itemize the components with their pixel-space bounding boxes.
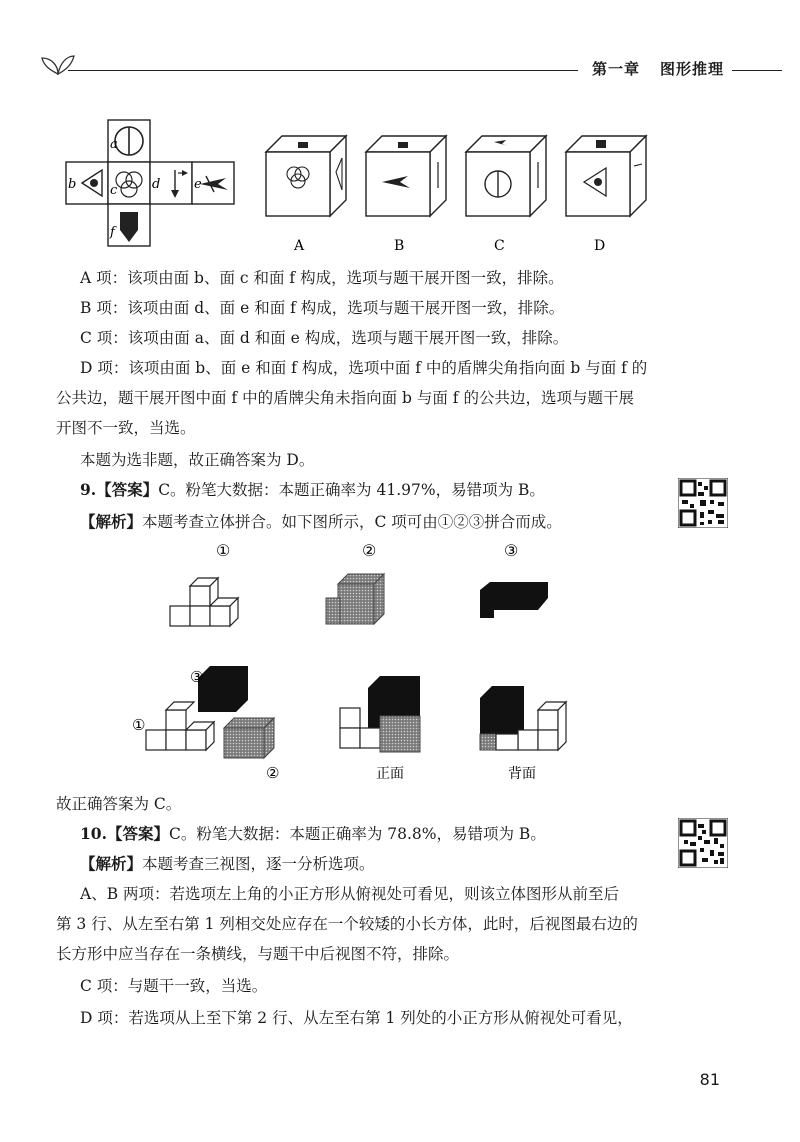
piece-label-1: ① xyxy=(216,541,231,560)
analysis-option-d-line1: D 项：该项由面 b、面 e 和面 f 构成，选项中面 f 中的盾牌尖角指向面 b 与面 f 的 xyxy=(80,359,648,377)
net-label-c: c xyxy=(110,183,118,198)
analysis-option-d-line3: 开图不一致，当选。 xyxy=(56,419,196,437)
analysis-conclusion: 本题为选非题，故正确答案为 D。 xyxy=(80,451,315,469)
back-view-shape xyxy=(480,686,566,750)
q10-ab-line1: A、B 两项：若选项左上角的小正方形从俯视处可看见，则该立体图形从前至后 xyxy=(80,885,620,903)
assembly-label-2: ② xyxy=(266,764,280,782)
q10-analysis-tag: 【解析】 xyxy=(80,854,143,873)
assembly-label-1: ① xyxy=(132,716,146,734)
piece-1-shape xyxy=(170,578,238,626)
q9-answer-text: C。粉笔大数据：本题正确率为 41.97%，易错项为 B。 xyxy=(158,481,545,499)
option-label-b: B xyxy=(394,238,405,254)
option-label-c: C xyxy=(494,238,505,254)
cube-net-figure xyxy=(60,118,680,258)
q10-analysis-line xyxy=(80,854,770,874)
q10-option-c: C 项：与题干一致，当选。 xyxy=(80,977,268,995)
leaf-ornament-icon xyxy=(38,50,78,78)
q9-answer-line xyxy=(80,480,770,500)
assembly-label-3: ③ xyxy=(190,668,204,686)
analysis-option-c: C 项：该项由面 a、面 d 和面 e 构成，选项与题干展开图一致，排除。 xyxy=(80,329,569,347)
chapter-label: 第一章 xyxy=(592,60,641,78)
q9-answer-tag: 9.【答案】 xyxy=(80,480,159,499)
front-view-label: 正面 xyxy=(376,766,404,782)
q9-analysis-line xyxy=(80,512,770,532)
option-label-a: A xyxy=(294,238,305,254)
q10-analysis-text: 本题考查三视图，逐一分析选项。 xyxy=(142,855,375,873)
q10-answer-line xyxy=(80,824,770,844)
assembly-exploded xyxy=(146,666,274,758)
q10-answer-text: C。粉笔大数据：本题正确率为 78.8%，易错项为 B。 xyxy=(168,825,546,843)
analysis-option-d-line2: 公共边，题干展开图中面 f 中的盾牌尖角未指向面 b 与面 f 的公共边，选项与题干展 xyxy=(56,389,634,407)
front-view-shape xyxy=(340,676,420,752)
q9-analysis-text: 本题考查立体拼合。如下图所示，C 项可由①②③拼合而成。 xyxy=(142,513,562,531)
net-label-e: e xyxy=(194,177,202,192)
piece-label-2: ② xyxy=(362,541,377,560)
assembly-figure xyxy=(130,538,610,788)
analysis-option-a: A 项：该项由面 b、面 c 和面 f 构成，选项与题干展开图一致，排除。 xyxy=(80,269,564,287)
q9-conclusion: 故正确答案为 C。 xyxy=(56,795,182,813)
net-label-a: a xyxy=(110,137,118,152)
header-rule-left xyxy=(68,70,578,71)
q10-option-d: D 项：若选项从上至下第 2 行、从左至右第 1 列处的小正方形从俯视处可看见， xyxy=(80,1009,633,1027)
piece-3-shape xyxy=(480,582,548,618)
chapter-title: 图形推理 xyxy=(660,60,725,78)
header-rule-right xyxy=(732,70,782,71)
piece-2-shape xyxy=(326,574,384,624)
back-view-label: 背面 xyxy=(508,766,536,782)
q10-answer-tag: 10.【答案】 xyxy=(80,824,169,843)
page-number: 81 xyxy=(699,1070,720,1089)
q10-ab-line2: 第 3 行、从左至右第 1 列相交处应存在一个较矮的小长方体，此时，后视图最右边的 xyxy=(56,915,638,933)
net-label-f: f xyxy=(110,225,115,240)
q10-ab-line3: 长方形中应当存在一条横线，与题干中后视图不符，排除。 xyxy=(56,945,460,963)
qr-code-q9-icon[interactable] xyxy=(678,478,728,528)
analysis-option-b: B 项：该项由面 d、面 e 和面 f 构成，选项与题干展开图一致，排除。 xyxy=(80,299,565,317)
option-label-d: D xyxy=(594,238,606,254)
net-label-d: d xyxy=(152,177,161,192)
piece-label-3: ③ xyxy=(504,541,519,560)
net-label-b: b xyxy=(68,177,77,192)
q9-analysis-tag: 【解析】 xyxy=(80,512,143,531)
